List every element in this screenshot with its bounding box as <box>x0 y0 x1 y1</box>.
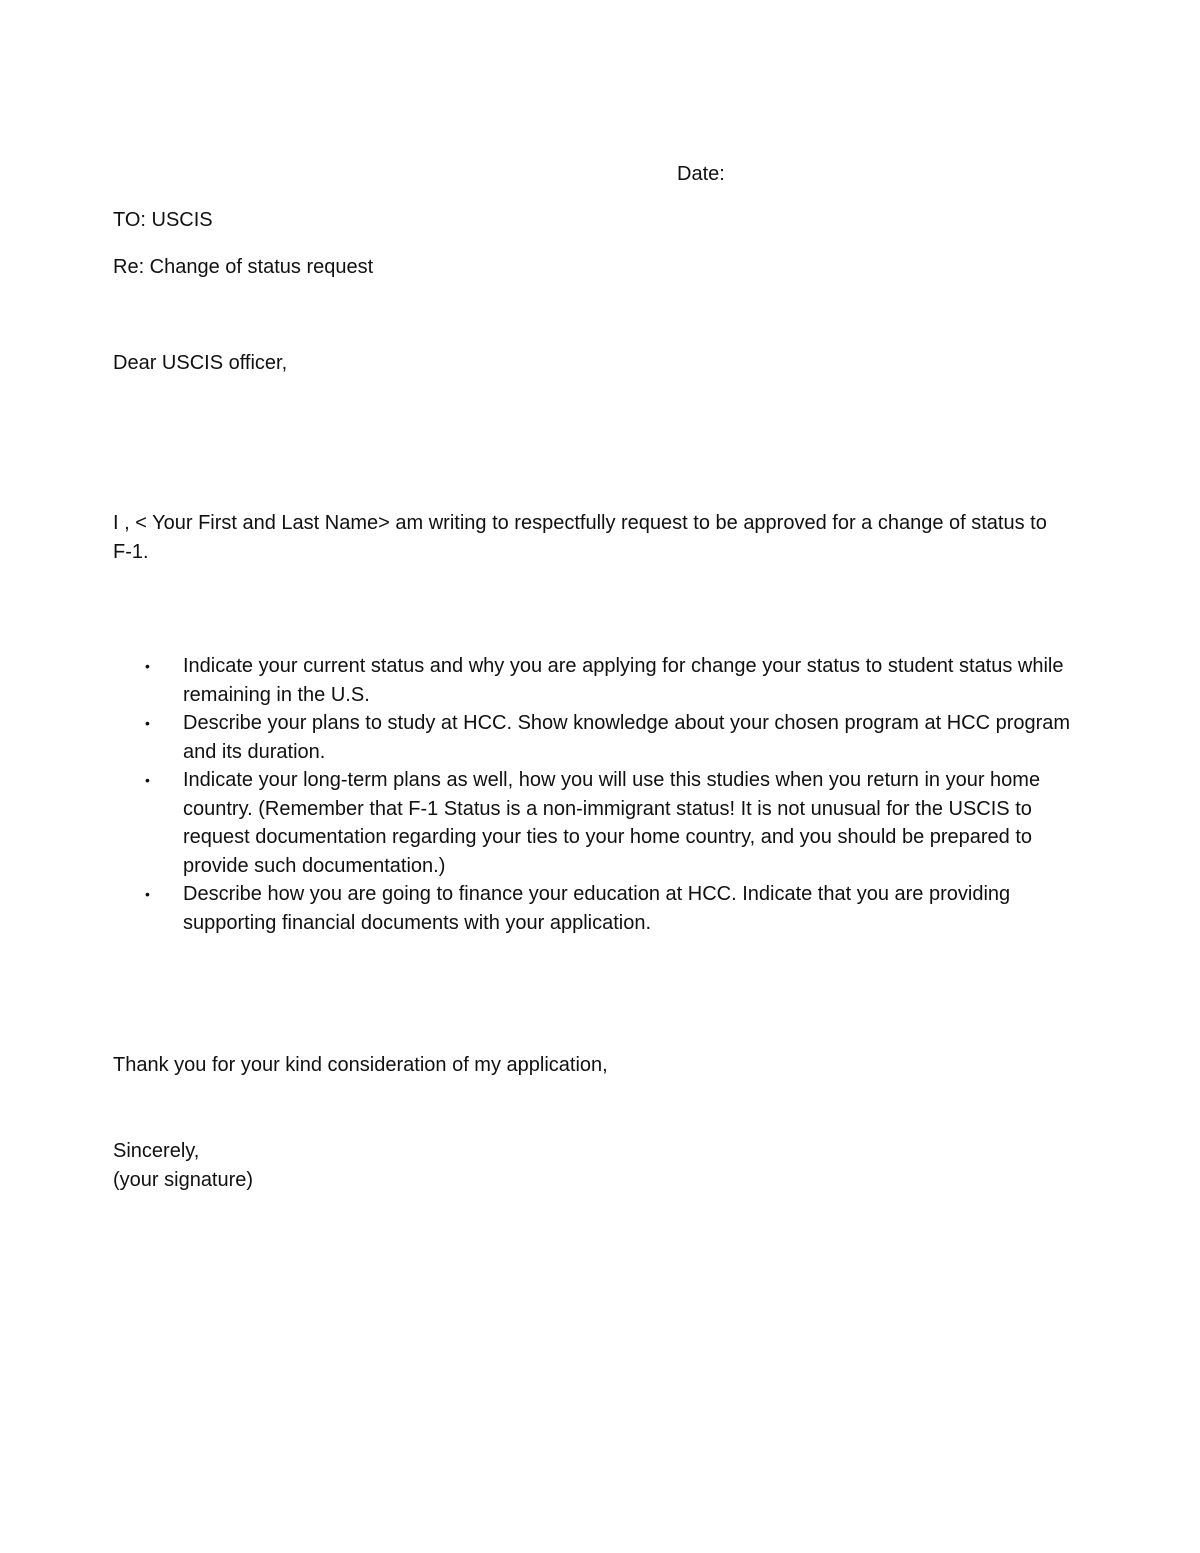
closing-line: Thank you for your kind consideration of my application, <box>113 1054 608 1076</box>
list-item <box>113 766 1098 880</box>
list-item <box>113 652 1098 709</box>
bullet-icon: • <box>145 658 150 674</box>
salutation: Dear USCIS officer, <box>113 352 288 374</box>
list-item-text: Describe how you are going to finance your education at HCC. Indicate that you are providing supporting financial documents with your application. <box>183 883 1011 934</box>
bullet-icon: • <box>145 772 150 788</box>
list-item-text: Describe your plans to study at HCC. Show knowledge about your chosen program at HCC program and its duration. <box>183 712 1071 763</box>
signature-placeholder: (your signature) <box>113 1169 254 1191</box>
subject-line: Re: Change of status request <box>113 256 374 278</box>
list-item-text: Indicate your current status and why you are applying for change your status to student status while remaining in the U.S. <box>183 655 1064 706</box>
recipient-line: TO: USCIS <box>113 209 213 231</box>
intro-paragraph: I , < Your First and Last Name> am writing to respectfully request to be approved for a change of status to F-1. <box>113 512 1047 563</box>
list-item <box>113 880 1098 937</box>
instruction-list <box>113 652 1098 937</box>
bullet-icon: • <box>145 886 150 902</box>
list-item-text: Indicate your long-term plans as well, how you will use this studies when you return in your home country. (Remember that F-1 Status is a non-immigrant status! It is not unusual for the USCIS to request documentation regarding your ties to your home country, and you should be prepared to provide such documentation.) <box>183 769 1041 877</box>
signoff: Sincerely, <box>113 1140 200 1162</box>
bullet-icon: • <box>145 715 150 731</box>
date-label: Date: <box>677 163 725 185</box>
list-item <box>113 709 1098 766</box>
